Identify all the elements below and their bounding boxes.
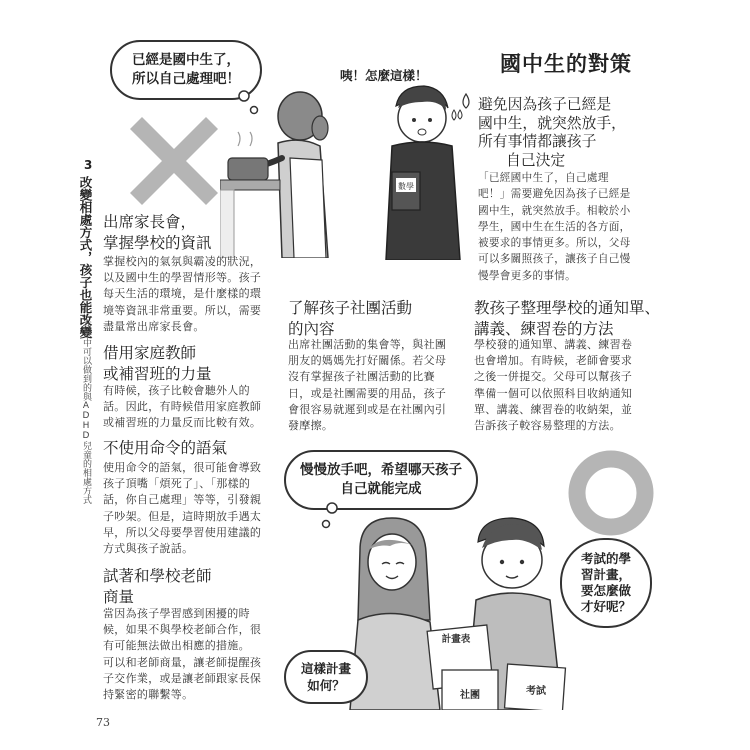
avoid-body-line: 可以多關照孩子，讓孩子自己慢 [478,253,631,266]
bubble-line: 才好呢？ [580,599,631,614]
avoid-heading-line: 避免因為孩子已經是 [478,96,612,113]
sweat-icon [456,92,476,120]
body-line: 或補習班的力量反而比較有效。 [103,416,262,430]
heading-line: 教孩子整理學校的通知單、 [474,299,661,317]
body-line: 準備一個可以依照科目收納通知 [474,386,633,400]
body-line: 出席社團活動的集會等，與社團 [288,338,447,351]
body-line: 話。因此，有時候借用家庭教師 [103,400,262,414]
section-heading [474,298,664,340]
body-line: 可以和老師商量，讓老師提醒孩 [103,655,262,669]
body-line: 候，如果不與學校老師合作，很 [103,623,262,637]
body-line: 方式與孩子說話。 [103,542,194,556]
bubble-line: 這樣計畫 [300,661,351,676]
section-heading [103,566,268,608]
body-line: 有可能無法做出相應的措施。 [103,639,250,653]
section-heading [103,212,268,254]
avoid-heading-line: 國中生，就突然放手， [478,114,626,132]
section-body [103,606,271,703]
bubble-line: 要怎麼做 [580,583,631,598]
section-body [103,383,271,432]
heading-line: 商量 [103,588,135,606]
body-line: 子吵架。但是，這時期放手遇太 [103,509,262,523]
body-line: 子交作業，或是讓老師跟家長保 [103,671,262,685]
body-line: 告訴孩子較容易整理的方法。 [474,419,621,433]
section-heading [103,343,268,385]
body-line: 境等資訊非常重要。所以，需要 [103,303,262,317]
chapter-number: 3 [84,158,93,172]
bubble-line: 自己就能完成 [340,481,422,497]
avoid-body-line: 「已經國中生了，自己處理 [478,172,609,184]
kid-surprise-text: 咦！怎麼這樣！ [340,68,428,83]
page-title: 國中生的對策 [500,52,632,76]
avoid-body-line: 國中生，就突然放手。相較於小 [478,204,631,217]
chapter-title: 改變相處方式，孩子也能改變 [78,176,93,339]
wrong-x-icon [128,115,220,207]
body-line: 盡量常出席家長會。 [103,319,205,333]
section-body [288,337,460,434]
avoid-body-line: 學生，國中生在生活的各方面， [478,220,631,233]
bubble-line: 考試的學 [580,551,631,566]
heading-line: 講義、練習卷的方法 [474,320,614,338]
body-line: 發摩擦。 [288,419,334,433]
avoid-body-line: 吧！」需要避免因為孩子已經是 [478,188,631,201]
body-line: 朋友的媽媽先打好關係。若父母 [288,354,447,368]
heading-line: 試著和學校老師 [103,567,212,585]
body-line: 以及國中生的學習情形等。孩子 [103,271,262,285]
body-line: 之後一併提交。父母可以幫孩子 [474,370,633,384]
heading-line: 出席家長會， [103,213,197,231]
heading-line: 的內容 [288,320,335,338]
body-line: 話，你自己處理」等等，引發親 [103,493,262,507]
chapter-subtitle: ……在家中可以做到的與ADHD兒童的相處方式 [81,300,91,504]
bubble-line: 已經是國中生了， [132,52,240,68]
bubble-line: 習計畫， [580,567,631,582]
body-line: 早，所以父母要學習使用建議的 [103,525,262,539]
heading-line: 或補習班的力量 [103,365,212,383]
body-line: 使用命令的語氣，很可能會導致 [103,461,262,474]
kid-question-bubble [560,538,652,628]
avoid-body-line: 慢學會更多的事情。 [478,269,577,282]
heading-line: 掌握學校的資訊 [103,234,212,252]
body-line: 掌握校內的氣氛與霸凌的狀況， [103,255,262,268]
body-line: 孩子頂嘴「煩死了」、「那樣的 [103,477,251,491]
avoid-heading-line: 自己決定 [506,151,566,169]
heading-line: 了解孩子社團活動 [288,299,413,317]
body-line: 單、講義、練習卷的收納架，並 [474,402,633,416]
bubble-line: 所以自己處理吧！ [132,71,240,87]
section-body [103,254,271,335]
bubble-line: 如何？ [307,678,345,693]
body-line: 當因為孩子學習感到困擾的時 [103,607,250,620]
body-line: 持緊密的聯繫等。 [103,688,194,702]
body-line: 會很容易就遲到或是在社團內引 [288,402,447,416]
plan-sheet-label: 計畫表 [441,634,471,645]
mom-hope-bubble [284,450,478,510]
notebook-right-label: 考試 [526,686,546,697]
heading-line: 借用家庭教師 [103,344,197,362]
body-line: 也會增加。有時候，老師會要求 [474,354,633,368]
section-heading [103,438,268,459]
section-heading [288,298,458,340]
body-line: 沒有掌握孩子社團活動的比賽 [288,370,435,384]
section-body [474,337,654,434]
page-number: 73 [96,716,110,729]
avoid-heading-line: 所有事情都讓孩子 [478,133,597,150]
body-line: 有時候，孩子比較會聽外人的 [103,384,250,397]
mom-suggest-bubble [284,650,368,704]
avoid-body [478,170,653,284]
body-line: 學校發的通知單、講義、練習卷 [474,338,633,351]
body-line: 日，或是社團需要的用品，孩子 [288,386,447,400]
body-line: 每天生活的環境，是什麼樣的環 [103,287,262,301]
section-body [103,460,271,557]
notebook-left-label: 社團 [460,690,480,701]
avoid-body-line: 被要求的事情更多。所以，父母 [478,237,631,250]
book-label: 數學 [398,182,414,191]
bubble-line: 慢慢放手吧，希望哪天孩子 [300,462,462,478]
heading-line: 不使用命令的語氣 [103,439,228,457]
boy-with-book-illustration [378,80,468,260]
avoid-heading [478,96,653,170]
